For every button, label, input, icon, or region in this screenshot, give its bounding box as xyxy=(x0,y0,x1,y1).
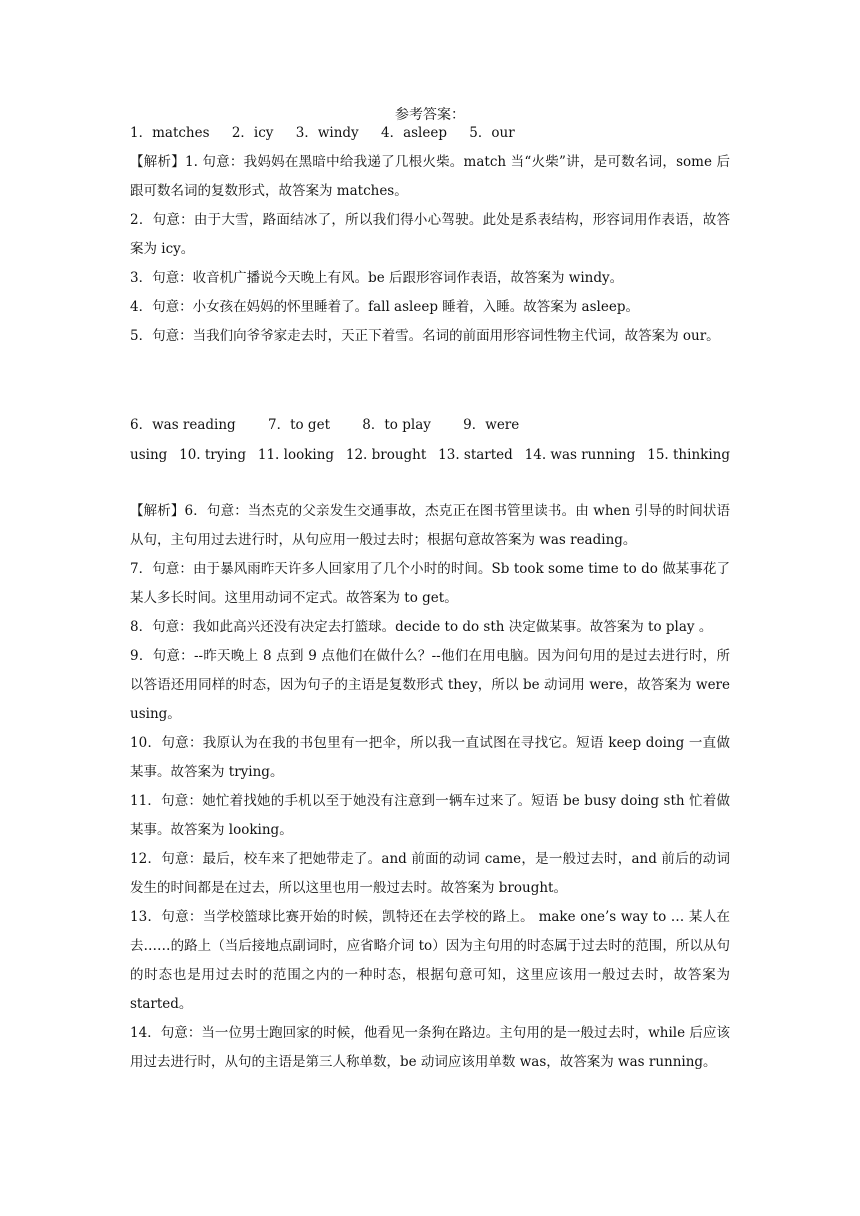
answer-item: 5．our xyxy=(469,125,515,141)
answer-item: 8．to play xyxy=(362,417,431,433)
explanation-7: 7．句意：由于暴风雨昨天许多人回家用了几个小时的时间。Sb took some time to do 做某事花了某人多长时间。这里用动词不定式。故答案为 to get。 xyxy=(130,561,730,606)
explanation-4: 4．句意：小女孩在妈妈的怀里睡着了。fall asleep 睡着，入睡。故答案为 asleep。 xyxy=(130,299,639,315)
answer-item: using xyxy=(130,447,168,463)
answer-item: 9．were xyxy=(463,417,520,433)
answers-1-5 xyxy=(130,119,730,148)
answer-item: 13. started xyxy=(438,447,513,463)
answer-item: 14. was running xyxy=(524,447,636,463)
answer-item: 6．was reading xyxy=(130,417,236,433)
explanation-6: 【解析】6．句意：当杰克的父亲发生交通事故，杰克正在图书管里读书。由 when 引导的时间状语从句，主句用过去进行时，从句应用一般过去时；根据句意故答案为 was reading。 xyxy=(130,503,730,548)
explanation-14: 14．句意：当一位男士跑回家的时候，他看见一条狗在路边。主句用的是一般过去时，while 后应该用过去进行时，从句的主语是第三人称单数，be 动词应该用单数 was，故答案为 was running。 xyxy=(130,1025,730,1070)
answer-item: 3．windy xyxy=(295,125,359,141)
answer-item: 12. brought xyxy=(345,447,427,463)
answers-6-9 xyxy=(130,411,730,440)
explanation-9: 9．句意：--昨天晚上 8 点到 9 点他们在做什么？--他们在用电脑。因为问句用的是过去进行时，所以答语还用同样的时态，因为句子的主语是复数形式 they，所以 be 动词用 were，故答案为 were using。 xyxy=(130,648,730,722)
page-title: 参考答案： xyxy=(395,107,465,123)
explanation-10: 10．句意：我原认为在我的书包里有一把伞，所以我一直试图在寻找它。短语 keep doing 一直做某事。故答案为 trying。 xyxy=(130,735,730,780)
answer-item: 10. trying xyxy=(179,447,247,463)
explanation-3: 3．句意：收音机广播说今天晚上有风。be 后跟形容词作表语，故答案为 windy。 xyxy=(130,270,624,286)
explanation-8: 8．句意：我如此高兴还没有决定去打篮球。decide to do sth 决定做某事。故答案为 to play 。 xyxy=(130,619,713,635)
explanation-2: 2．句意：由于大雪，路面结冰了，所以我们得小心驾驶。此处是系表结构，形容词用作表语，故答案为 icy。 xyxy=(130,212,730,257)
answer-item: 7．to get xyxy=(268,417,330,433)
answer-item: 2．icy xyxy=(231,125,274,141)
explanation-5: 5．句意：当我们向爷爷家走去时，天正下着雪。名词的前面用形容词性物主代词，故答案为 our。 xyxy=(130,328,720,344)
explanation-11: 11．句意：她忙着找她的手机以至于她没有注意到一辆车过来了。短语 be busy doing sth 忙着做某事。故答案为 looking。 xyxy=(130,793,730,838)
explanation-13: 13．句意：当学校篮球比赛开始的时候，凯特还在去学校的路上。 make one’s way to … 某人在去……的路上（当后接地点副词时，应省略介词 to）因为主句用的时态属于过去时的范围，所以从句的时态也是用过去时的范围之内的一种时态，根据句意可知，这里应该用一般过去时，故答案为 started。 xyxy=(130,909,730,1012)
answer-item: 11. looking xyxy=(257,447,335,463)
explanation-12: 12．句意：最后，校车来了把她带走了。and 前面的动词 came，是一般过去时，and 前后的动词发生的时间都是在过去，所以这里也用一般过去时。故答案为 brought。 xyxy=(130,851,730,896)
explanation-1: 【解析】1. 句意：我妈妈在黑暗中给我递了几根火柴。match 当“火柴”讲，是可数名词，some 后跟可数名词的复数形式，故答案为 matches。 xyxy=(130,154,730,199)
answers-9-15 xyxy=(130,441,730,470)
answer-item: 1．matches xyxy=(130,125,210,141)
answer-item: 4．asleep xyxy=(380,125,447,141)
answer-item: 15. thinking xyxy=(647,447,730,463)
